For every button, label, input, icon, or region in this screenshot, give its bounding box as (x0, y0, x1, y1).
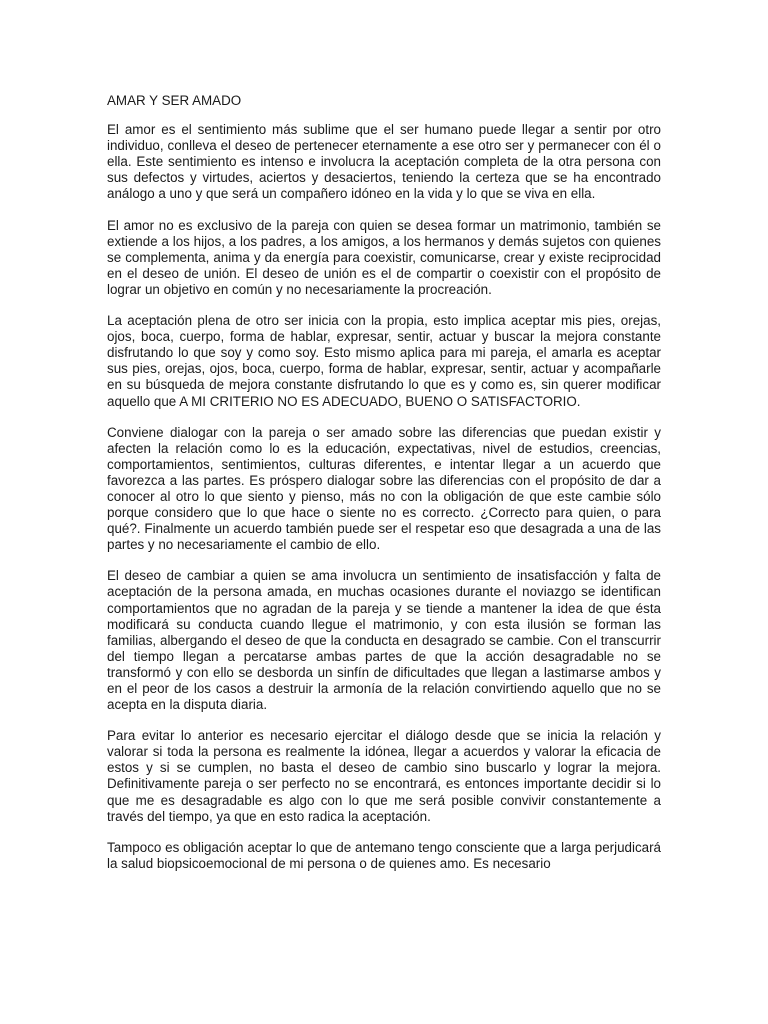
paragraph-1: El amor es el sentimiento más sublime que el ser humano puede llegar a sentir por otro individuo, conlleva el deseo de pertenecer eternamente a ese otro ser y permanecer con él o ella. Este sentimiento es intenso e involucra la aceptación completa de la otra persona con sus defectos y virtudes, aciertos y desaciertos, teniendo la certeza que se ha encontrado análogo a uno y que será un compañero idóneo en la vida y lo que se viva en ella. (107, 122, 661, 202)
paragraph-5: El deseo de cambiar a quien se ama involucra un sentimiento de insatisfacción y falta de aceptación de la persona amada, en muchas ocasiones durante el noviazgo se identifican comportamientos que no agradan de la pareja y se tiende a mantener la idea de que ésta modificará su conducta cuando llegue el matrimonio, y con esta ilusión se forman las familias, albergando el deseo de que la conducta en desagrado se cambie. Con el transcurrir del tiempo llegan a percatarse ambas partes de que la acción desagradable no se transformó y con ello se desborda un sinfín de dificultades que llegan a lastimarse ambos y en el peor de los casos a destruir la armonía de la relación convirtiendo aquello que no se acepta en la disputa diaria. (107, 568, 661, 713)
paragraph-4: Conviene dialogar con la pareja o ser amado sobre las diferencias que puedan existir y afecten la relación como lo es la educación, expectativas, nivel de estudios, creencias, comportamientos, sentimientos, culturas diferentes, e intentar llegar a un acuerdo que favorezca a las partes. Es próspero dialogar sobre las diferencias con el propósito de dar a conocer al otro lo que siento y pienso, más no con la obligación de que este cambie sólo porque considero que lo que hace o siente no es correcto. ¿Correcto para quien, o para qué?. Finalmente un acuerdo también puede ser el respetar eso que desagrada a una de las partes y no necesariamente el cambio de ello. (107, 424, 661, 553)
paragraph-7: Tampoco es obligación aceptar lo que de antemano tengo consciente que a larga perjudicará la salud biopsicoemocional de mi persona o de quienes amo. Es necesario (107, 839, 661, 871)
document-page (107, 93, 661, 887)
document-title: AMAR Y SER AMADO (107, 93, 242, 108)
paragraph-2: El amor no es exclusivo de la pareja con quien se desea formar un matrimonio, también se extiende a los hijos, a los padres, a los amigos, a los hermanos y demás sujetos con quienes se complementa, anima y da energía para coexistir, comunicarse, crear y existe reciprocidad en el deseo de unión. El deseo de unión es el de compartir o coexistir con el propósito de lograr un objetivo en común y no necesariamente la procreación. (107, 217, 661, 297)
paragraph-6: Para evitar lo anterior es necesario ejercitar el diálogo desde que se inicia la relación y valorar si toda la persona es realmente la idónea, llegar a acuerdos y valorar la eficacia de estos y si se cumplen, no basta el deseo de cambio sino buscarlo y lograr la mejora. Definitivamente pareja o ser perfecto no se encontrará, es entonces importante decidir si lo que me es desagradable es algo con lo que me será posible convivir constantemente a través del tiempo, ya que en esto radica la aceptación. (107, 728, 661, 824)
paragraph-3: La aceptación plena de otro ser inicia con la propia, esto implica aceptar mis pies, orejas, ojos, boca, cuerpo, forma de hablar, expresar, sentir, actuar y buscar la mejora constante disfrutando lo que soy y como soy. Esto mismo aplica para mi pareja, el amarla es aceptar sus pies, orejas, ojos, boca, cuerpo, forma de hablar, expresar, sentir, actuar y acompañarle en su búsqueda de mejora constante disfrutando lo que es y como es, sin querer modificar aquello que A MI CRITERIO NO ES ADECUADO, BUENO O SATISFACTORIO. (107, 313, 661, 409)
